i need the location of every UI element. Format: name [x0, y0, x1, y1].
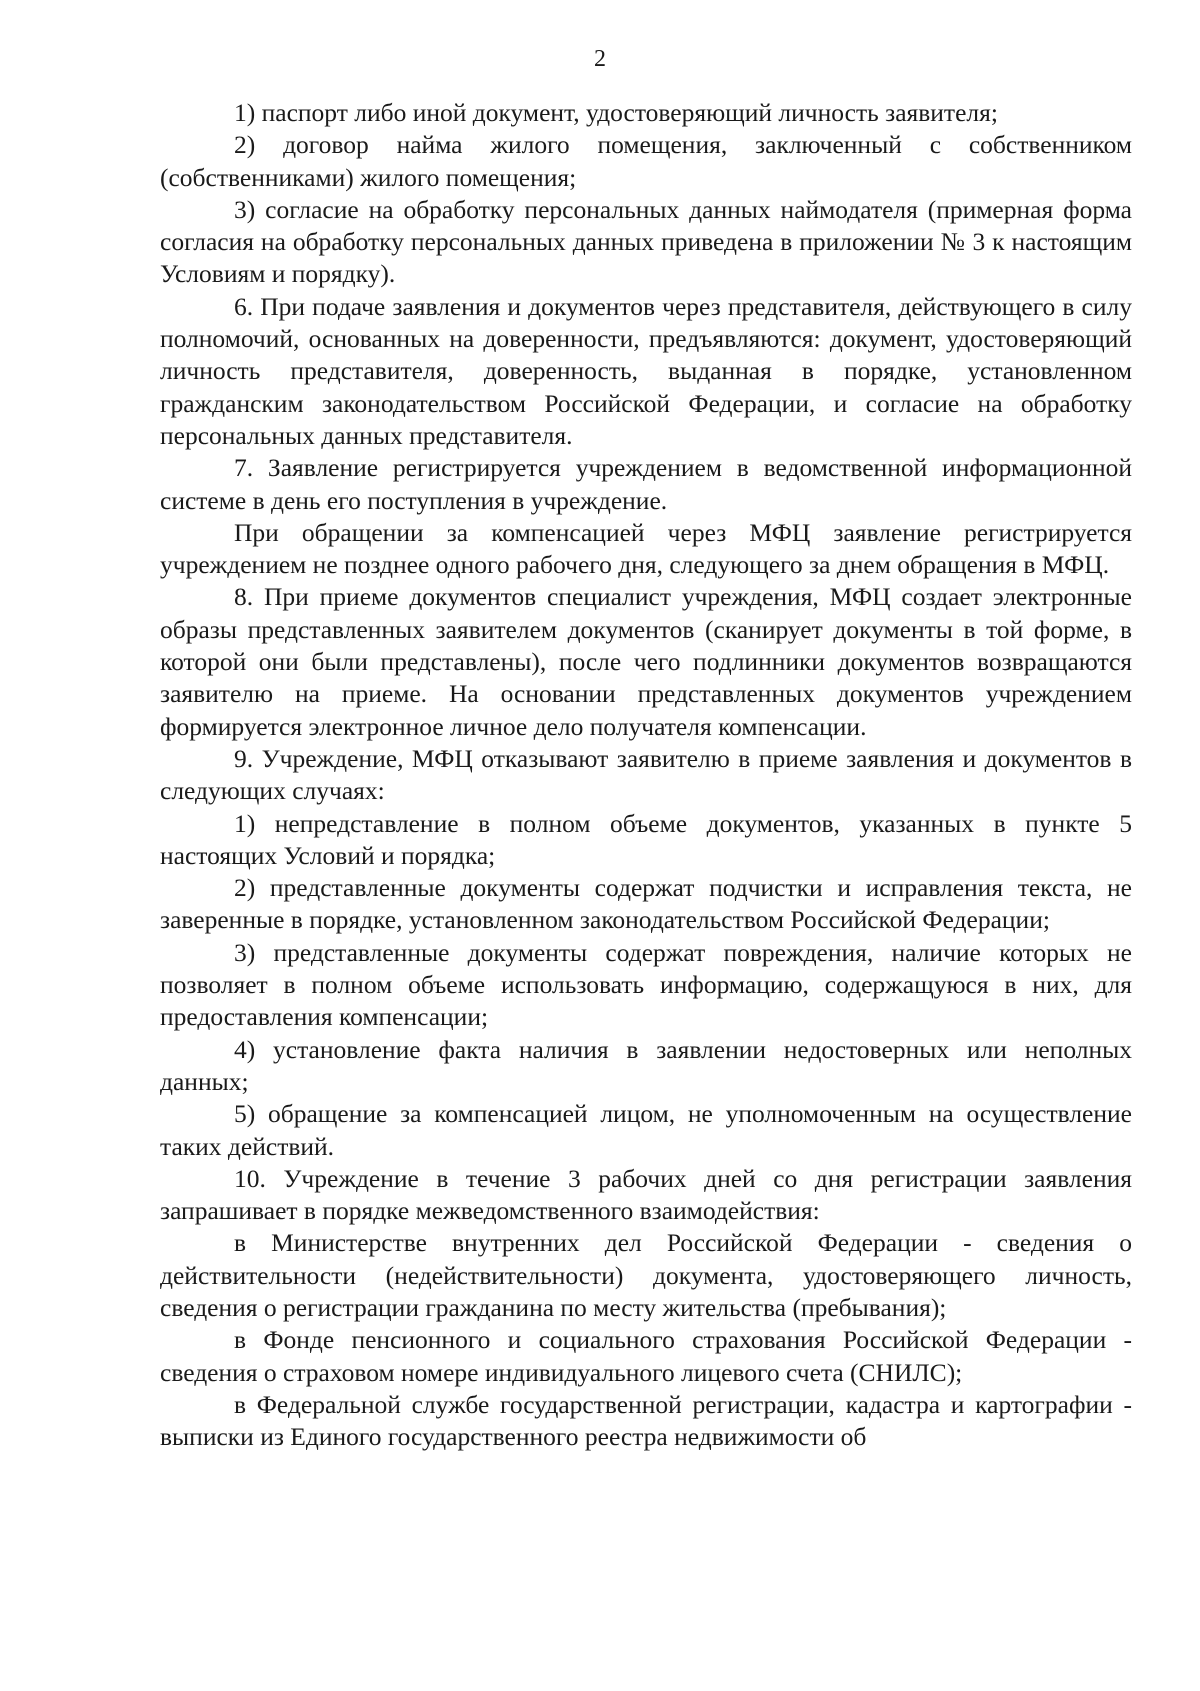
paragraph-clause-7: 7. Заявление регистрируется учреждением в ведомственной информационной системе в день его поступления в учреждение. [160, 453, 1132, 515]
paragraph-refusal-5: 5) обращение за компенсацией лицом, не уполномоченным на осуществление таких действий. [160, 1099, 1132, 1161]
paragraph-clause-7-mfc: При обращении за компенсацией через МФЦ заявление регистрируется учреждением не позднее одного рабочего дня, следующего за днем обращения в МФЦ. [160, 517, 1132, 580]
paragraph-item-1: 1) паспорт либо иной документ, удостоверяющий личность заявителя; [234, 98, 998, 127]
page-number: 2 [594, 46, 606, 72]
paragraph-request-sfr: в Фонде пенсионного и социального страхования Российской Федерации - сведения о страховом номере индивидуального лицевого счета (СНИЛС); [160, 1325, 1132, 1387]
paragraph-request-mvd: в Министерстве внутренних дел Российской Федерации - сведения о действительности (недействительности) документа, удостоверяющего личность, сведения о регистрации гражданина по месту жительства (пребывания); [160, 1228, 1132, 1322]
paragraph-refusal-2: 2) представленные документы содержат подчистки и исправления текста, не заверенные в порядке, установленном законодательством Российской Федерации; [160, 873, 1132, 935]
paragraph-refusal-4: 4) установление факта наличия в заявлении недостоверных или неполных данных; [160, 1034, 1132, 1096]
document-body [160, 97, 1132, 1453]
paragraph-request-rosreestr: в Федеральной службе государственной регистрации, кадастра и картографии - выписки из Единого государственного реестра недвижимости об [160, 1389, 1132, 1452]
paragraph-clause-9: 9. Учреждение, МФЦ отказывают заявителю в приеме заявления и документов в следующих случаях: [160, 743, 1132, 806]
paragraph-clause-6: 6. При подаче заявления и документов через представителя, действующего в силу полномочий, основанных на доверенности, предъявляются: документ, удостоверяющий личность представителя, доверенность, выданная в порядке, установленном гражданским законодательством Российской Федерации, и согласие на обработку персональных данных представителя. [160, 291, 1132, 450]
paragraph-item-2: 2) договор найма жилого помещения, заключенный с собственником (собственниками) жилого помещения; [160, 130, 1132, 192]
paragraph-clause-8: 8. При приеме документов специалист учреждения, МФЦ создает электронные образы представленных заявителем документов (сканирует документы в той форме, в которой они были представлены), после чего подлинники документов возвращаются заявителю на приеме. На основании представленных документов учреждением формируется электронное личное дело получателя компенсации. [160, 582, 1132, 741]
paragraph-item-3: 3) согласие на обработку персональных данных наймодателя (примерная форма согласия на обработку персональных данных приведена в приложении № 3 к настоящим Условиям и порядку). [160, 194, 1132, 289]
paragraph-refusal-3: 3) представленные документы содержат повреждения, наличие которых не позволяет в полном объеме использовать информацию, содержащуюся в них, для предоставления компенсации; [160, 937, 1132, 1032]
paragraph-clause-10: 10. Учреждение в течение 3 рабочих дней со дня регистрации заявления запрашивает в порядке межведомственного взаимодействия: [160, 1163, 1132, 1226]
paragraph-refusal-1: 1) непредставление в полном объеме документов, указанных в пункте 5 настоящих Условий и порядка; [160, 808, 1132, 870]
